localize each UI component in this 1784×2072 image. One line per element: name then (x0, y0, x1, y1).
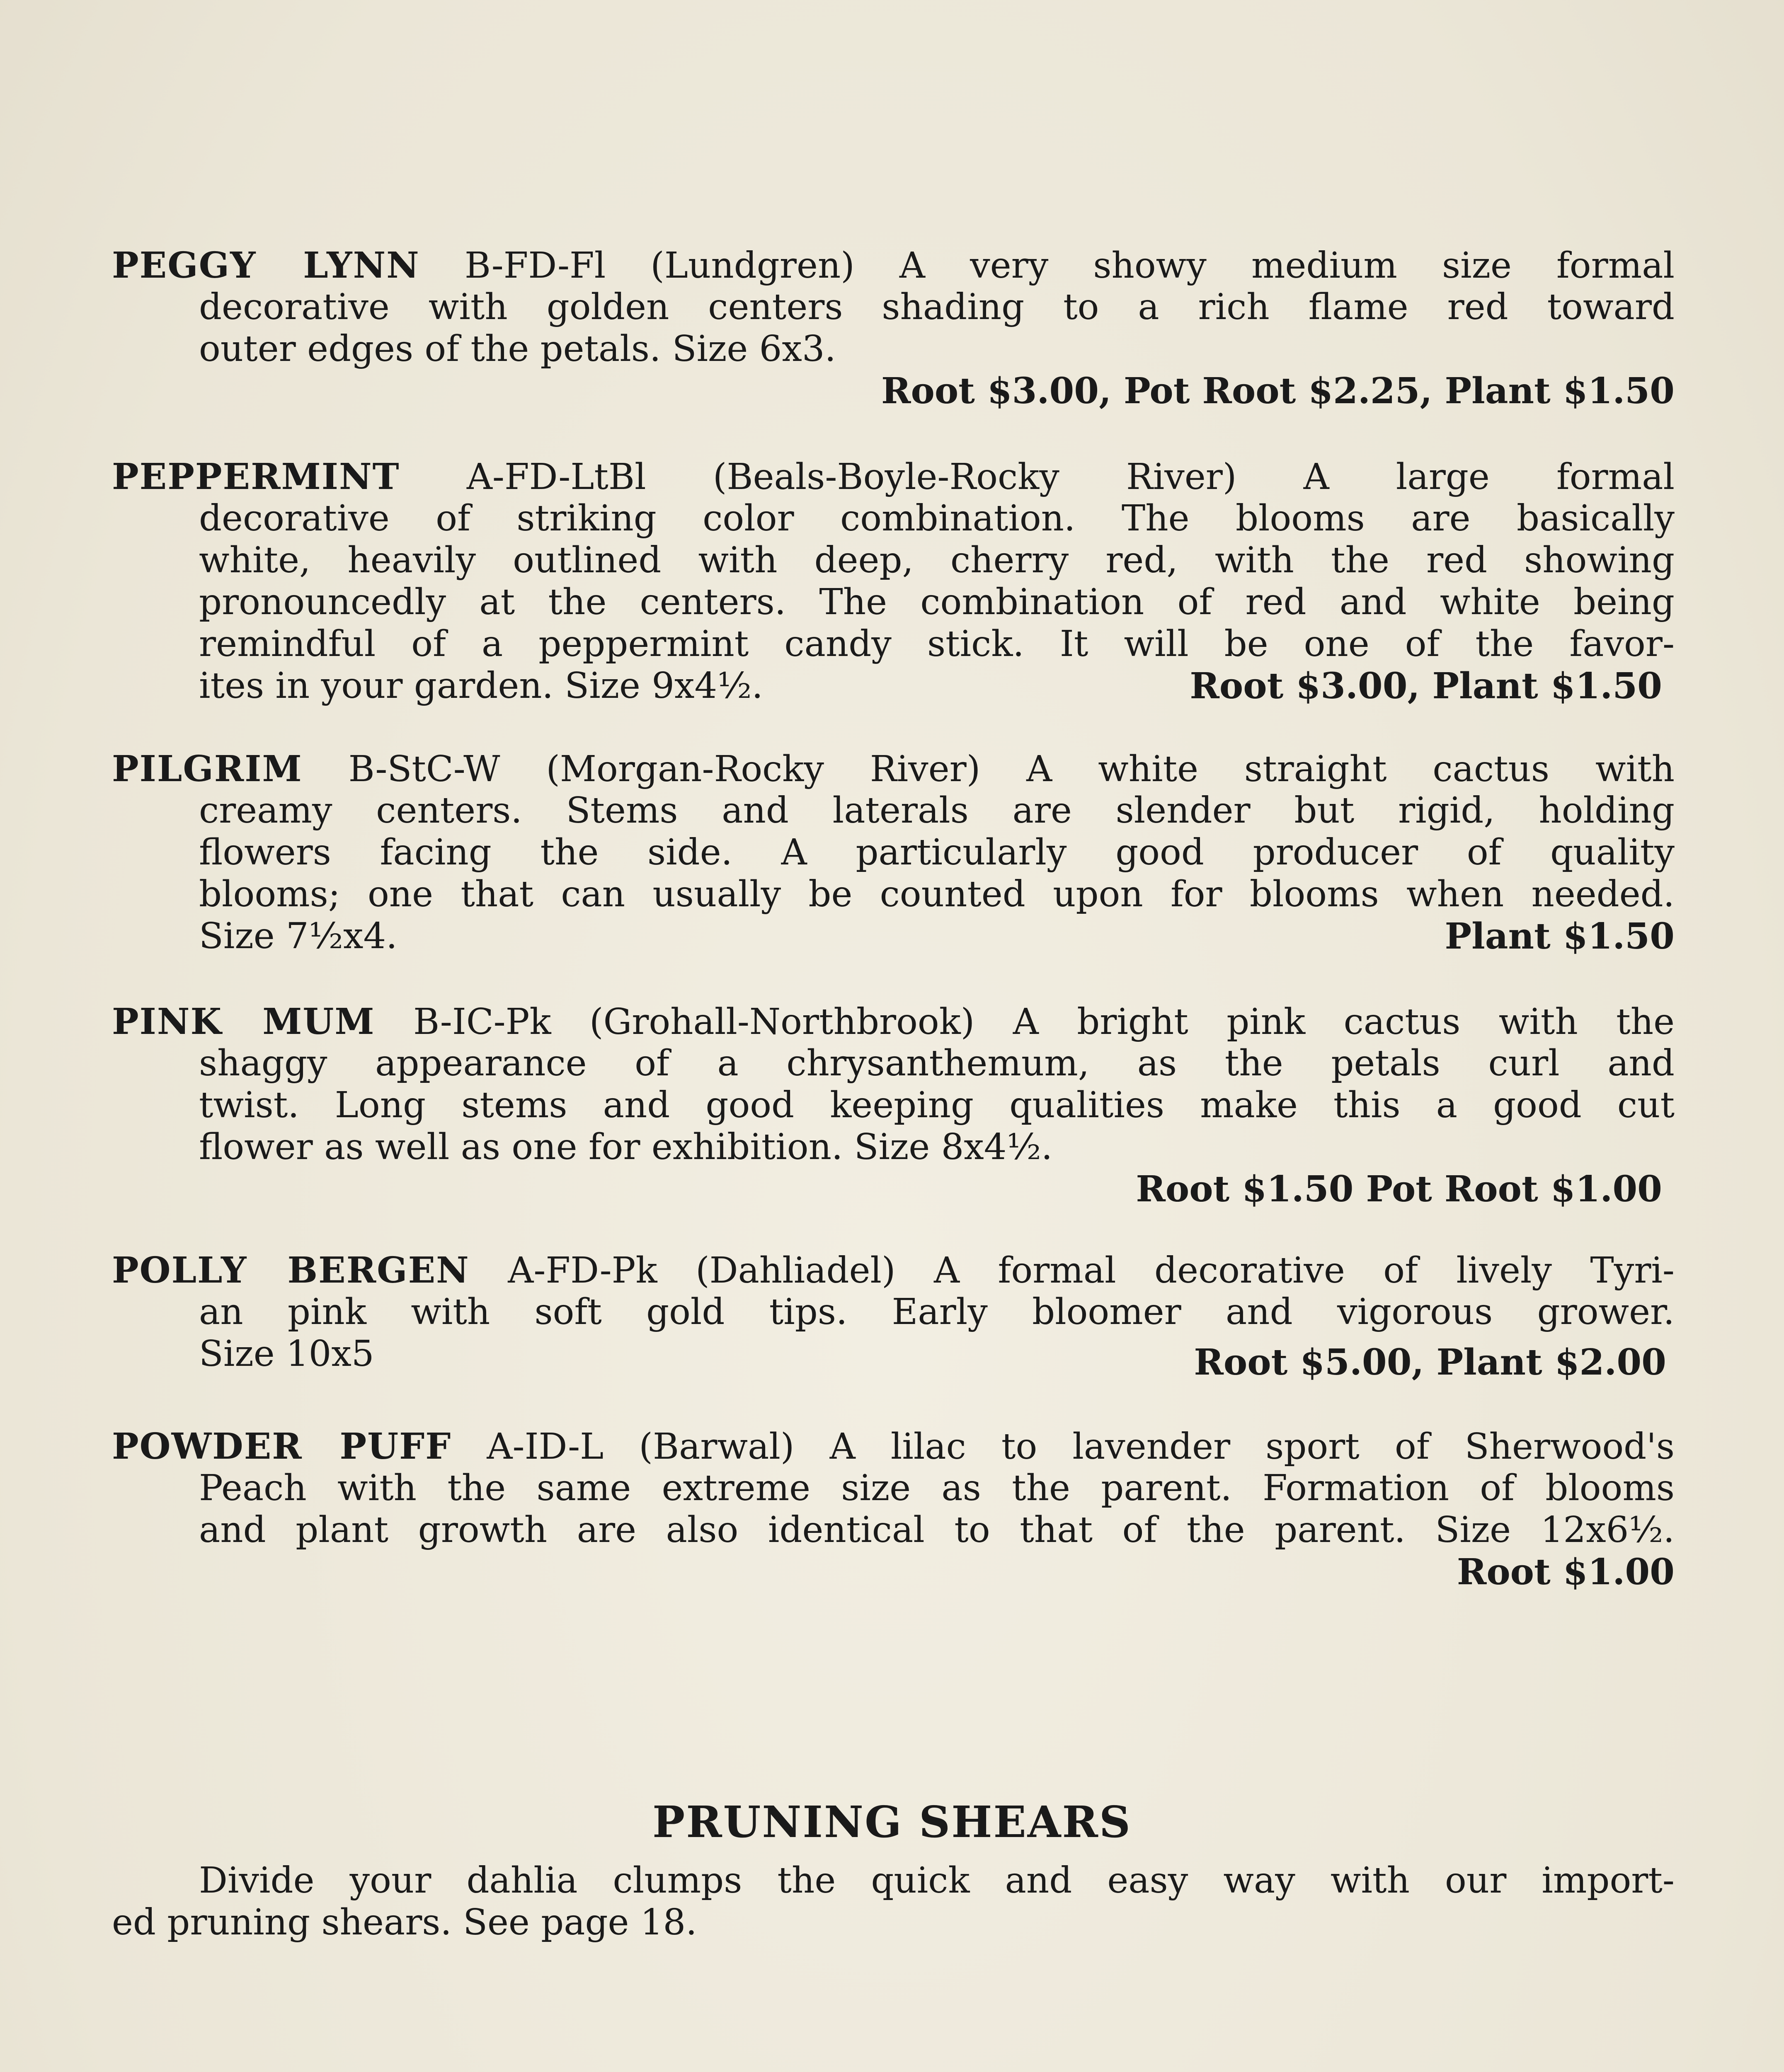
entry-description: A-ID-L (Barwal) A lilac to lavender sport of Sherwood's (487, 1426, 1675, 1467)
entry-peppermint (112, 456, 1675, 707)
price-line: Root $3.00, Plant $1.50 (1190, 665, 1662, 707)
entry-line: twist. Long stems and good keeping qualities make this a good cut (199, 1084, 1675, 1126)
shears-line: Divide your dahlia clumps the quick and easy way with our import- (199, 1860, 1675, 1900)
entry-line: white, heavily outlined with deep, cherry red, with the red showing (199, 540, 1675, 581)
entry-last-line (112, 915, 1675, 957)
entry-description: A-FD-LtBl (Beals-Boyle-Rocky River) A large formal (466, 456, 1675, 498)
variety-name: PEPPERMINT (112, 456, 400, 498)
entry-line: an pink with soft gold tips. Early bloomer and vigorous grower. (199, 1291, 1675, 1333)
entry-line: decorative with golden centers shading to a rich flame red toward (199, 286, 1675, 328)
entry-line: and plant growth are also identical to that of the parent. Size 12x6½. (199, 1509, 1675, 1551)
variety-name: PINK MUM (112, 1001, 375, 1043)
variety-name: POWDER PUFF (112, 1426, 452, 1467)
entry-pilgrim (112, 748, 1675, 957)
entry-line: outer edges of the petals. Size 6x3. (199, 328, 836, 370)
entry-line: remindful of a peppermint candy stick. It will be one of the favor- (199, 623, 1675, 665)
price-line: Plant $1.50 (1445, 915, 1675, 957)
entry-first-line (112, 244, 1675, 286)
entry-first-line (112, 1249, 1675, 1291)
entry-polly-bergen (112, 1249, 1675, 1387)
entry-line: decorative of striking color combination. The blooms are basically (199, 498, 1675, 539)
entry-pink-mum (112, 1001, 1675, 1210)
entry-line: pronouncedly at the centers. The combination of red and white being (199, 581, 1675, 623)
shears-line: ed pruning shears. See page 18. (112, 1902, 697, 1943)
entry-line: Size 10x5 (199, 1333, 374, 1375)
variety-name: PEGGY LYNN (112, 244, 420, 286)
entry-line: Size 7½x4. (199, 915, 398, 957)
entry-description: B-StC-W (Morgan-Rocky River) A white straight cactus with (348, 748, 1675, 790)
entry-first-line (112, 1001, 1675, 1043)
entry-line: creamy centers. Stems and laterals are slender but rigid, holding (199, 790, 1675, 831)
entry-first-line (112, 748, 1675, 790)
entry-description: B-FD-Fl (Lundgren) A very showy medium size formal (464, 245, 1675, 286)
section-heading-pruning-shears: PRUNING SHEARS (652, 1796, 1132, 1847)
pruning-shears-text (112, 1859, 1675, 1942)
entry-first-line (112, 1426, 1675, 1467)
entry-line: Peach with the same extreme size as the parent. Formation of blooms (199, 1467, 1675, 1509)
entry-line: blooms; one that can usually be counted upon for blooms when needed. (199, 874, 1675, 915)
variety-name: POLLY BERGEN (112, 1249, 470, 1291)
entry-line: flower as well as one for exhibition. Size 8x4½. (199, 1126, 1053, 1168)
entry-description: B-IC-Pk (Grohall-Northbrook) A bright pink cactus with the (413, 1001, 1675, 1043)
price-line: Root $1.50 Pot Root $1.00 (1136, 1168, 1662, 1210)
entry-peggy-lynn (112, 244, 1675, 412)
entry-description: A-FD-Pk (Dahliadel) A formal decorative of lively Tyri- (508, 1250, 1675, 1291)
entry-powder-puff (112, 1426, 1675, 1593)
entry-line: ites in your garden. Size 9x4½. (199, 665, 763, 707)
entry-line: shaggy appearance of a chrysanthemum, as the petals curl and (199, 1043, 1675, 1084)
price-line: Root $5.00, Plant $2.00 (1194, 1341, 1666, 1383)
entry-line: flowers facing the side. A particularly good producer of quality (199, 832, 1675, 873)
price-line: Root $3.00, Pot Root $2.25, Plant $1.50 (881, 370, 1675, 412)
entry-first-line (112, 456, 1675, 498)
price-line: Root $1.00 (1457, 1551, 1675, 1593)
entry-last-line (112, 665, 1675, 707)
variety-name: PILGRIM (112, 748, 303, 790)
entry-last-line (112, 1333, 1675, 1387)
